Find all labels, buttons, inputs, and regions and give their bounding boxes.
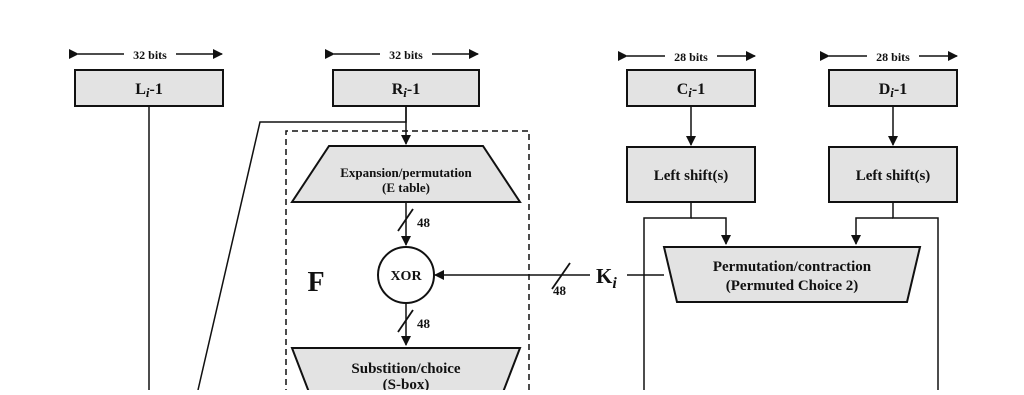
expansion-line1: Expansion/permutation — [340, 165, 472, 180]
xor-label: XOR — [390, 269, 422, 284]
bus-width-key-xor: 48 — [553, 283, 566, 298]
function-f-label: F — [307, 267, 325, 298]
width-indicator-c — [627, 48, 755, 64]
left-shift-d-box — [829, 147, 957, 202]
register-l-label: Li-1 — [135, 81, 163, 100]
register-d-label: Di-1 — [878, 81, 908, 100]
permutation-contraction-box — [664, 247, 920, 302]
permutation-line2: (Permuted Choice 2) — [725, 278, 859, 294]
register-r-box — [333, 70, 479, 106]
register-d-box — [829, 70, 957, 106]
bus-width-xor-s: 48 — [417, 316, 430, 331]
left-shift-c-label: Left shift(s) — [653, 168, 729, 184]
width-label-l: 32 bits — [133, 48, 167, 62]
register-c-label: Ci-1 — [676, 81, 706, 100]
d-to-permutation-arrow — [856, 218, 893, 244]
left-shift-c-box — [627, 147, 755, 202]
width-indicator-l — [78, 46, 222, 62]
substitution-line1: Substition/choice — [351, 361, 461, 377]
round-key-label: $K_i$ — [596, 264, 617, 292]
bus-width-e-xor: 48 — [417, 215, 430, 230]
c-to-permutation-arrow — [691, 218, 726, 244]
expansion-line2: (E table) — [381, 180, 431, 195]
substitution-line2: (S-box) — [382, 377, 430, 390]
permutation-line1: Permutation/contraction — [712, 259, 872, 275]
width-label-c: 28 bits — [674, 50, 708, 64]
register-r-label: Ri-1 — [391, 81, 421, 100]
substitution-choice-box — [292, 348, 520, 390]
width-label-r: 32 bits — [389, 48, 423, 62]
left-shift-d-label: Left shift(s) — [855, 168, 931, 184]
width-indicator-d — [829, 48, 957, 64]
register-c-box — [627, 70, 755, 106]
width-indicator-r — [334, 46, 478, 62]
expansion-permutation-box — [292, 146, 520, 202]
width-label-d: 28 bits — [876, 50, 910, 64]
register-l-box — [75, 70, 223, 106]
xor-node — [378, 247, 434, 303]
